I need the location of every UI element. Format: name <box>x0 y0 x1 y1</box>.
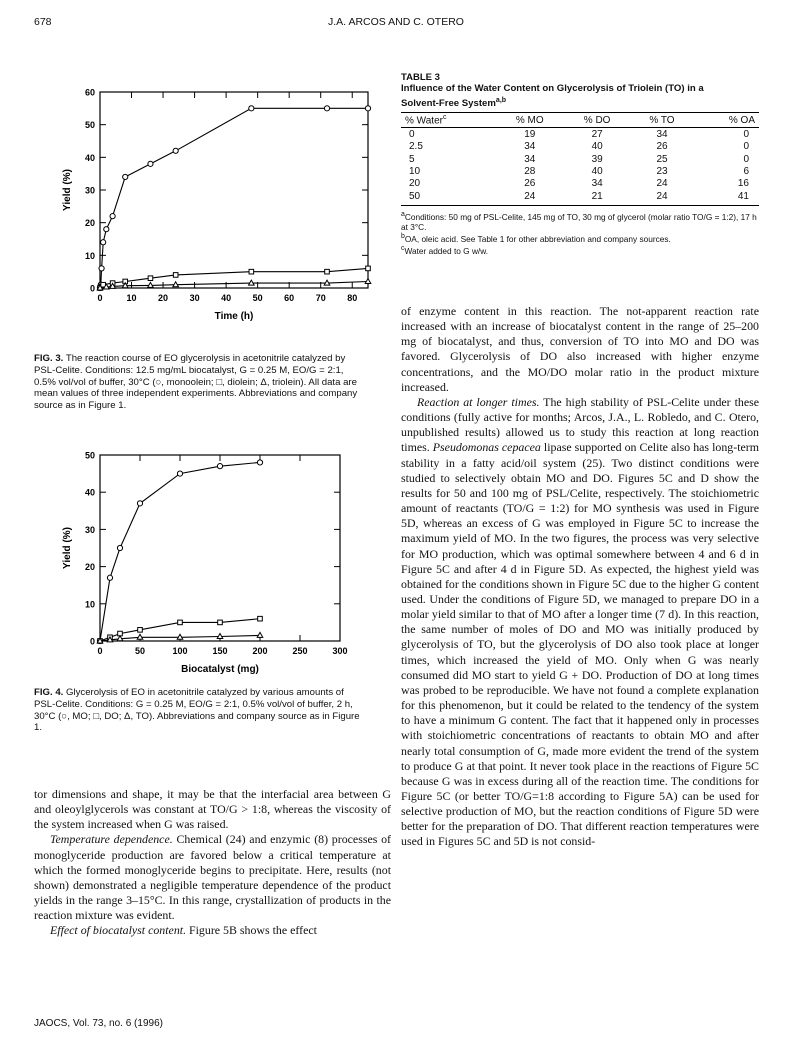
table-cell: 50 <box>401 190 496 205</box>
fig3-point-square <box>173 273 178 278</box>
fig3-point-circle <box>365 106 370 111</box>
table-3-notes <box>401 210 759 256</box>
figure-4-caption-text: Glycerolysis of EO in acetonitrile catalyzed by various amounts of PSL-Celite. Conditions: G = 0.25 M, EO/G = 2:1, 0.5% vol/vol of buffer, 2 h, 30°C (○, MO; □, DO; Δ, TO). Abbreviations and company source as in Figure 1. <box>34 687 360 734</box>
table-note-c: $^c$Water added to G w/w. <box>401 244 489 256</box>
table-3-title <box>401 83 721 109</box>
fig3-y-tick-label: 0 <box>89 283 95 294</box>
fig4-y-tick-label: 20 <box>84 562 95 573</box>
fig3-point-circle <box>249 106 254 111</box>
table-3 <box>401 112 759 205</box>
table-cell: 26 <box>656 141 668 153</box>
fig3-series-line-circle <box>100 108 368 288</box>
table-header-row <box>401 113 759 128</box>
table-cell: 24 <box>630 190 693 205</box>
fig4-x-axis-label: Biocatalyst (mg) <box>181 664 259 675</box>
figure-3-label: FIG. 3. <box>34 353 64 364</box>
fig4-x-tick-label: 200 <box>252 646 268 656</box>
table-cell: 5 <box>409 153 415 165</box>
table-cell: 21 <box>564 190 630 205</box>
fig3-x-tick-label: 40 <box>221 293 232 303</box>
table-cell: 19 <box>524 128 536 140</box>
table-row <box>401 190 759 205</box>
fig3-y-axis-label: Yield (%) <box>62 169 73 211</box>
fig4-x-tick-label: 50 <box>134 646 146 656</box>
col-header-mo: % MO <box>496 113 564 128</box>
fig4-point-triangle <box>177 634 183 639</box>
table-cell: 0 <box>743 153 749 165</box>
table-cell: 16 <box>737 178 749 190</box>
table-cell: 24 <box>496 190 564 205</box>
fig4-plot-frame <box>100 455 340 641</box>
species-name: Pseudomonas cepacea <box>432 440 541 455</box>
fig3-x-axis-label: Time (h) <box>214 311 254 322</box>
left-column-text <box>34 787 391 939</box>
fig3-x-tick-label: 80 <box>347 293 358 303</box>
fig4-series-line-circle <box>100 462 260 641</box>
fig4-x-tick-label: 250 <box>292 646 308 656</box>
table-cell: 0 <box>743 128 749 140</box>
fig3-point-circle <box>324 106 329 111</box>
left-paragraph-3: Effect of biocatalyst content. Figure 5B shows the effect <box>50 923 317 938</box>
fig3-point-circle <box>173 148 178 153</box>
fig4-x-tick-label: 100 <box>172 646 188 656</box>
fig3-point-triangle <box>365 278 371 283</box>
table-cell: 23 <box>656 166 668 178</box>
fig3-point-triangle <box>173 282 179 287</box>
fig4-point-square <box>178 620 183 625</box>
fig3-point-triangle <box>249 280 255 285</box>
figure-3-caption <box>34 353 366 412</box>
fig3-y-tick-label: 60 <box>84 87 95 98</box>
fig3-point-square <box>249 269 254 274</box>
fig4-y-tick-label: 30 <box>84 524 95 535</box>
fig3-point-triangle <box>148 282 154 287</box>
fig4-y-tick-label: 50 <box>84 450 95 461</box>
fig3-plot-frame <box>100 92 368 288</box>
figure-3-chart <box>40 80 380 330</box>
fig4-point-circle <box>117 545 122 550</box>
table-cell: 2.5 <box>409 141 423 153</box>
fig3-point-square <box>366 266 371 271</box>
table-cell: 34 <box>656 128 668 140</box>
table-3-title-text: Influence of the Water Content on Glycerolysis of Triolein (TO) in a Solvent-Free System <box>401 83 704 109</box>
fig4-x-tick-label: 150 <box>212 646 228 656</box>
fig3-point-circle <box>110 214 115 219</box>
fig4-point-square <box>258 616 263 621</box>
table-note-a: $^a$Conditions: 50 mg of PSL-Celite, 145 mg of TO, 30 mg of glycerol (molar ratio TO/G = 1:2), 17 h at 3°C. <box>401 210 757 232</box>
table-cell: 40 <box>591 141 603 153</box>
fig3-x-tick-label: 60 <box>284 293 295 303</box>
fig4-point-triangle <box>117 636 123 641</box>
fig4-point-circle <box>107 575 112 580</box>
fig4-point-triangle <box>217 634 223 639</box>
fig4-point-triangle <box>137 634 143 639</box>
table-cell: 28 <box>524 166 536 178</box>
journal-footer: JAOCS, Vol. 73, no. 6 (1996) <box>34 1018 163 1029</box>
fig3-x-tick-label: 30 <box>189 293 200 303</box>
table-3-label: TABLE 3 <box>401 72 440 83</box>
table-row <box>401 165 759 177</box>
fig4-y-tick-label: 0 <box>89 636 95 647</box>
table-row <box>401 178 759 190</box>
col-header-water: % Water$^c$ <box>401 113 496 128</box>
right-column-text <box>401 304 759 850</box>
figure-3-caption-text: The reaction course of EO glycerolysis in acetonitrile catalyzed by PSL-Celite. Conditions: 12.5 mg/mL biocatalyst, G = 0.25 M, EO/G = 2:1, 0.5% vol/vol of buffer, 30°C (○, monoolein; □, diolein; Δ, triolein). All data are mean values of three independent experiments. Abbreviations and company source as in Figure 1. <box>34 353 358 412</box>
table-cell: 27 <box>591 128 603 140</box>
fig4-point-circle <box>257 460 262 465</box>
fig4-x-tick-label: 0 <box>97 646 103 656</box>
table-3-title-sup: a,b <box>495 96 507 104</box>
col-header-oa: % OA <box>694 113 759 128</box>
left-paragraph-1: tor dimensions and shape, it may be that the interfacial area between G and oleoylglycerols was constant at TO/G > 1:8, whereas the viscosity of the system increased when G was raised. <box>34 787 391 832</box>
fig3-x-tick-label: 0 <box>97 293 103 303</box>
col-header-do: % DO <box>564 113 630 128</box>
figure-4-label: FIG. 4. <box>34 687 64 698</box>
fig3-point-circle <box>99 266 104 271</box>
fig4-y-tick-label: 10 <box>84 599 95 610</box>
fig4-point-circle <box>217 464 222 469</box>
fig4-point-circle <box>177 471 182 476</box>
fig3-y-tick-label: 40 <box>84 152 95 163</box>
table-cell: 26 <box>524 178 536 190</box>
fig3-point-triangle <box>324 280 330 285</box>
fig3-point-square <box>148 276 153 281</box>
temperature-heading: Temperature dependence. <box>50 832 173 847</box>
fig4-x-tick-label: 300 <box>332 646 348 656</box>
fig4-point-triangle <box>257 632 263 637</box>
fig3-y-tick-label: 30 <box>84 185 95 196</box>
biocatalyst-heading: Effect of biocatalyst content. <box>50 923 187 938</box>
fig3-point-square <box>325 269 330 274</box>
right-paragraph-2: Reaction at longer times. The high stability of PSL-Celite under these conditions (fully active for months; Arcos, J.A., L. Robledo, and C. Otero, unpublished results) allowed us to study this reaction at long reaction times. Pseudomonas cepacea lipase supported on Celite also has long-term stability in a fatty acid/oil system (25). Two distinct conditions were studied to selectively obtain MO and DO. Figures 5C and D show the results for 50 and 100 mg of PSL/Celite, respectively. The stoichiometric amount of reactants (TO/G = 1:2) for MO synthesis was used in Figure 5D, whereas an excess of G was employed in Figure 5C to increase the maximum yield of MO. In the two figures, the process was very selective for MO production, which was optimal somewhere between 4 and 6 d in Figure 5C and after 4 d in Figure 5D. As expected, the highest yield was obtained for the conditions shown in Figure 5C due to the higher G content used. Under the conditions of Figure 5D, we managed to prepare DO in a molar yield similar to that of MO after a longer time (7 d). In this reaction, the same number of moles of DO and MO was initially produced by glycerolysis of TO, but the glycerolysis of DO also took place at longer times, which increased the yield of MO. Only when G was nearly consumed did MO start to yield G + DO. Production of DO at long times was probed to be reproducible. We have not found a complete explanation for this phenomenon, but it could be related to the tendency of the system to have a minimum G content. The fact that it happened only in processes with stoichiometric concentrations of reactants to obtain MO and after nearly total consumption of G, made more evident the trend of the system to produce G at that point. It never took place in the reactions of Figure 5C because G was in excess during all of the reaction time. The conditions for Figure 5C (or better TO/G=1:8 according to Figure 5A) can be used for selective production of MO, but the reaction conditions of Figure 5D were better for the preparation of DO. That different reaction temperatures were used in Figures 5C and 5D is not consid- <box>401 394 760 849</box>
table-cell: 24 <box>656 178 668 190</box>
fig3-y-tick-label: 50 <box>84 120 95 131</box>
table-cell: 41 <box>694 190 759 205</box>
page-number: 678 <box>34 16 52 28</box>
table-cell: 34 <box>524 141 536 153</box>
table-row <box>401 128 759 141</box>
table-cell: 40 <box>591 166 603 178</box>
table-3-block <box>401 72 759 256</box>
table-row <box>401 141 759 153</box>
table-cell: 0 <box>409 128 415 140</box>
table-cell: 6 <box>743 166 749 178</box>
table-row <box>401 153 759 165</box>
table-cell: 20 <box>409 178 421 190</box>
fig3-x-tick-label: 50 <box>252 293 263 303</box>
fig4-point-circle <box>137 501 142 506</box>
fig4-point-square <box>138 628 143 633</box>
fig3-x-tick-label: 10 <box>126 293 137 303</box>
left-paragraph-2: Temperature dependence. Chemical (24) and enzymic (8) processes of monoglyceride production are favored below a critical temperature at which the formed monoglyceride begins to precipitate. Here, results (not shown) demonstrated a negligible temperature dependence of the product yields in the range 3–15°C. In this range, crystallization of products in the reaction mixture was evident. <box>34 832 391 923</box>
table-cell: 34 <box>591 178 603 190</box>
table-cell: 0 <box>743 141 749 153</box>
fig4-y-tick-label: 40 <box>84 487 95 498</box>
figure-4-caption <box>34 687 366 734</box>
table-cell: 39 <box>591 153 603 165</box>
table-cell: 10 <box>409 166 421 178</box>
col-header-to: % TO <box>630 113 693 128</box>
fig3-y-tick-label: 10 <box>84 250 95 261</box>
fig3-y-tick-label: 20 <box>84 218 95 229</box>
fig3-x-tick-label: 70 <box>315 293 326 303</box>
fig3-point-circle <box>101 240 106 245</box>
right-paragraph-1: of enzyme content in this reaction. The not-apparent reaction rate increased with an increase of biocatalyst content in the range of 25–200 mg of biocatalyst, and thus, conversion of TO into MO and DO was favored. Glycerolysis of DO also increased with higher enzyme concentrations, and the MO/DO molar ratio in the product mixture increased. <box>401 304 759 394</box>
fig3-point-circle <box>104 227 109 232</box>
fig3-x-tick-label: 20 <box>158 293 169 303</box>
longer-times-heading: Reaction at longer times. <box>417 394 540 409</box>
table-note-b: $^b$OA, oleic acid. See Table 1 for other abbreviation and company sources. <box>401 232 671 244</box>
fig4-y-axis-label: Yield (%) <box>62 527 73 569</box>
table-cell: 34 <box>524 153 536 165</box>
running-title: J.A. ARCOS AND C. OTERO <box>328 16 464 28</box>
table-cell: 25 <box>656 153 668 165</box>
figure-4-chart <box>40 445 380 680</box>
fig3-point-circle <box>123 174 128 179</box>
fig3-point-circle <box>148 161 153 166</box>
fig4-point-square <box>218 620 223 625</box>
